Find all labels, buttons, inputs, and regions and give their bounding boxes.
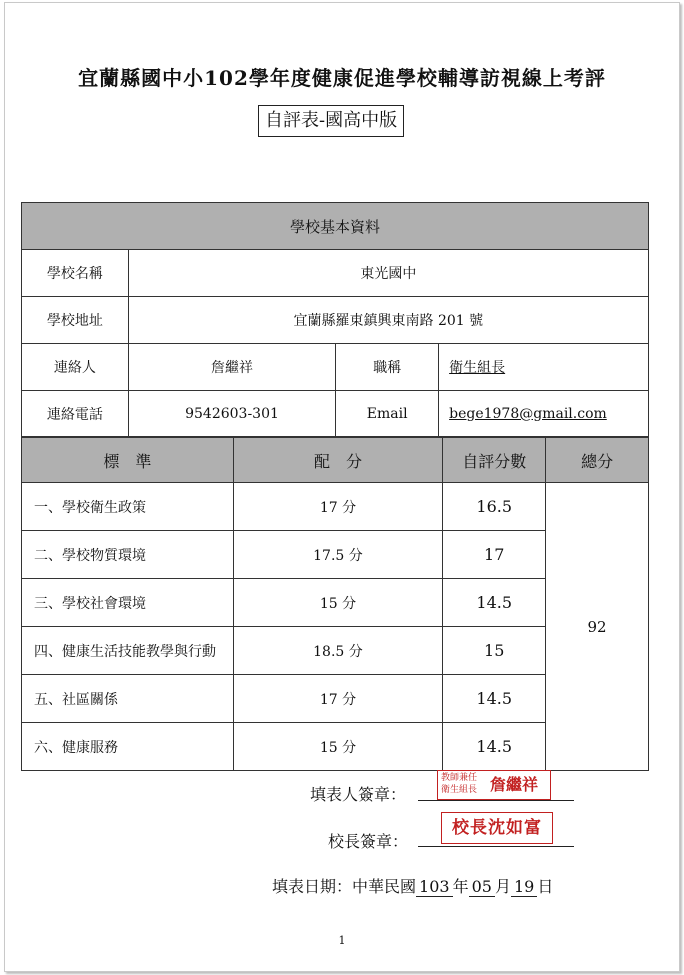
criterion-cell: 二、學校物質環境	[22, 531, 234, 579]
allocation-cell: 17 分	[233, 675, 443, 723]
self-score-cell: 14.5	[443, 579, 546, 627]
self-score-cell: 17	[443, 531, 546, 579]
self-score-cell: 14.5	[443, 723, 546, 771]
criterion-cell: 六、健康服務	[22, 723, 234, 771]
school-info-heading: 學校基本資料	[22, 203, 649, 250]
date-day-unit: 日	[537, 877, 554, 896]
job-title-value	[439, 344, 649, 391]
self-score-cell: 14.5	[443, 675, 546, 723]
principal-stamp: 校長沈如富	[441, 812, 553, 844]
filler-signature-label: 填表人簽章：	[310, 785, 407, 804]
criterion-header: 標 準	[22, 438, 234, 483]
allocation-cell: 15 分	[233, 579, 443, 627]
filler-stamp	[437, 770, 551, 800]
phone-value: 9542603-301	[128, 391, 336, 437]
allocation-cell: 15 分	[233, 723, 443, 771]
principal-signature-line	[418, 846, 574, 847]
email-link[interactable]: bege1978@gmail.com	[449, 405, 607, 422]
criterion-cell: 四、健康生活技能教學與行動	[22, 627, 234, 675]
contact-value: 詹繼祥	[128, 344, 336, 391]
school-address-value: 宜蘭縣羅東鎮興東南路 201 號	[128, 297, 648, 344]
date-year: 103	[416, 877, 453, 897]
contact-label: 連絡人	[22, 344, 129, 391]
fill-date	[272, 874, 553, 897]
school-address-label: 學校地址	[22, 297, 129, 344]
total-score-cell: 92	[546, 483, 649, 771]
date-prefix: 填表日期：中華民國	[272, 877, 417, 896]
document-subtitle: 自評表-國高中版	[258, 105, 404, 137]
self-score-header: 自評分數	[443, 438, 546, 483]
total-header: 總分	[546, 438, 649, 483]
criterion-cell: 五、社區關係	[22, 675, 234, 723]
allocation-header: 配 分	[233, 438, 443, 483]
allocation-cell: 17.5 分	[233, 531, 443, 579]
self-score-cell: 15	[443, 627, 546, 675]
job-title-text: 衛生組長	[449, 360, 506, 376]
filler-signature-line	[418, 800, 574, 801]
self-score-cell: 16.5	[443, 483, 546, 531]
principal-signature-label: 校長簽章：	[328, 832, 409, 851]
score-table	[21, 437, 649, 771]
job-title-label: 職稱	[336, 344, 439, 391]
criterion-cell: 一、學校衛生政策	[22, 483, 234, 531]
allocation-cell: 17 分	[233, 483, 443, 531]
filler-stamp-small-2: 衛生組長	[441, 785, 478, 795]
page-number: 1	[338, 934, 346, 947]
table-row	[22, 483, 649, 531]
criterion-cell: 三、學校社會環境	[22, 579, 234, 627]
allocation-cell: 18.5 分	[233, 627, 443, 675]
phone-label: 連絡電話	[22, 391, 129, 437]
date-year-unit: 年	[452, 877, 469, 896]
date-month-unit: 月	[494, 877, 511, 896]
email-label: Email	[336, 391, 439, 437]
school-info-table	[21, 202, 649, 437]
date-month: 05	[469, 877, 495, 897]
email-value	[439, 391, 649, 437]
document-title: 宜蘭縣國中小102學年度健康促進學校輔導訪視線上考評	[78, 66, 606, 90]
school-name-value: 東光國中	[128, 250, 648, 297]
school-name-label: 學校名稱	[22, 250, 129, 297]
filler-stamp-name: 詹繼祥	[490, 775, 539, 794]
filler-stamp-small-1: 教師兼任	[441, 773, 478, 783]
date-day: 19	[511, 877, 537, 897]
